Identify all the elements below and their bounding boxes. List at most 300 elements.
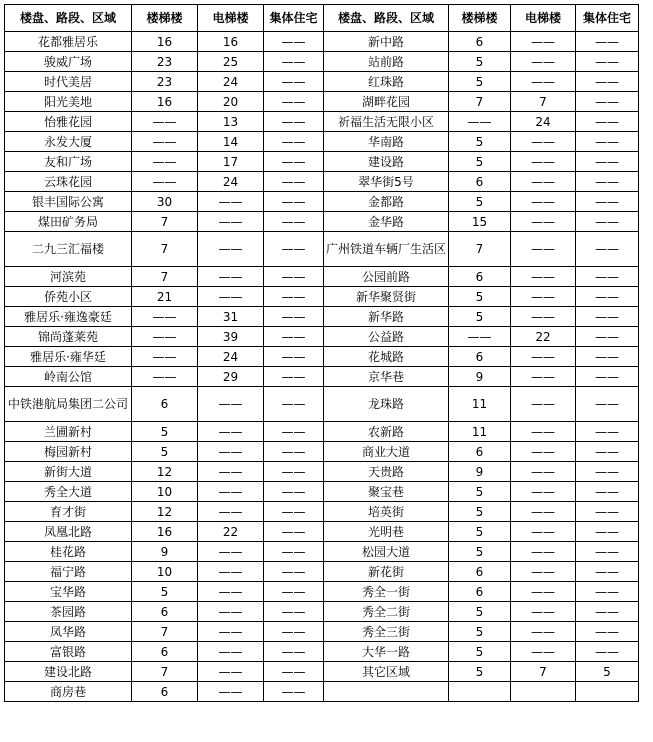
cell-area-right: 新花街 <box>324 562 449 582</box>
table-row <box>5 622 639 642</box>
header-stair-right: 楼梯楼 <box>449 5 511 32</box>
cell-area-right: 新中路 <box>324 32 449 52</box>
cell-stair-left: 7 <box>132 662 198 682</box>
table-row <box>5 212 639 232</box>
cell-area-right: 祈福生活无限小区 <box>324 112 449 132</box>
cell-stair-left: —— <box>132 172 198 192</box>
cell-area-right: 秀全一街 <box>324 582 449 602</box>
cell-stair-right: 6 <box>449 347 511 367</box>
cell-elevator-left: —— <box>198 622 264 642</box>
cell-collective-left: —— <box>264 622 324 642</box>
cell-collective-left: —— <box>264 92 324 112</box>
cell-elevator-right: —— <box>511 542 576 562</box>
cell-collective-left: —— <box>264 347 324 367</box>
table-row <box>5 327 639 347</box>
cell-stair-left: 12 <box>132 462 198 482</box>
cell-elevator-right: —— <box>511 132 576 152</box>
cell-stair-right: 6 <box>449 32 511 52</box>
cell-stair-left: 6 <box>132 602 198 622</box>
header-collective-left: 集体住宅 <box>264 5 324 32</box>
cell-stair-left: 6 <box>132 682 198 702</box>
cell-elevator-right: 7 <box>511 92 576 112</box>
cell-stair-left: 6 <box>132 387 198 422</box>
cell-area-right: 松园大道 <box>324 542 449 562</box>
cell-elevator-right: —— <box>511 232 576 267</box>
header-row <box>5 5 639 32</box>
cell-stair-left: 9 <box>132 542 198 562</box>
cell-area-left: 怡雅花园 <box>5 112 132 132</box>
cell-area-left: 花都雅居乐 <box>5 32 132 52</box>
cell-elevator-right: —— <box>511 622 576 642</box>
cell-area-right: 秀全二街 <box>324 602 449 622</box>
table-body <box>5 32 639 702</box>
table-row <box>5 522 639 542</box>
cell-area-left: 茶园路 <box>5 602 132 622</box>
cell-collective-left: —— <box>264 112 324 132</box>
cell-collective-left: —— <box>264 72 324 92</box>
table-row <box>5 152 639 172</box>
cell-stair-right: 5 <box>449 72 511 92</box>
header-collective-right: 集体住宅 <box>576 5 639 32</box>
cell-elevator-left: —— <box>198 462 264 482</box>
cell-collective-left: —— <box>264 367 324 387</box>
cell-collective-left: —— <box>264 482 324 502</box>
cell-stair-left: —— <box>132 367 198 387</box>
cell-stair-right: 6 <box>449 442 511 462</box>
table-row <box>5 462 639 482</box>
cell-elevator-right: —— <box>511 307 576 327</box>
cell-area-left: 雅居乐·雍华廷 <box>5 347 132 367</box>
cell-elevator-right: —— <box>511 502 576 522</box>
cell-collective-right: —— <box>576 347 639 367</box>
cell-stair-right: 9 <box>449 462 511 482</box>
cell-area-right: 培英街 <box>324 502 449 522</box>
cell-collective-right: —— <box>576 132 639 152</box>
cell-area-left: 银丰国际公寓 <box>5 192 132 212</box>
cell-elevator-left: —— <box>198 287 264 307</box>
cell-area-left: 富银路 <box>5 642 132 662</box>
cell-elevator-right: —— <box>511 287 576 307</box>
cell-area-left: 雅居乐·雍逸豪廷 <box>5 307 132 327</box>
cell-elevator-left: —— <box>198 502 264 522</box>
cell-elevator-right: —— <box>511 642 576 662</box>
cell-collective-left: —— <box>264 502 324 522</box>
cell-elevator-left: 20 <box>198 92 264 112</box>
cell-elevator-left: 39 <box>198 327 264 347</box>
table-row <box>5 542 639 562</box>
cell-stair-left: —— <box>132 152 198 172</box>
header-area-left: 楼盘、路段、区域 <box>5 5 132 32</box>
cell-elevator-right: —— <box>511 522 576 542</box>
table-row <box>5 132 639 152</box>
cell-area-right: 天贵路 <box>324 462 449 482</box>
cell-stair-left: —— <box>132 112 198 132</box>
cell-stair-right: 5 <box>449 662 511 682</box>
cell-collective-right: —— <box>576 112 639 132</box>
cell-area-right: 翠华街5号 <box>324 172 449 192</box>
cell-elevator-right: —— <box>511 562 576 582</box>
cell-area-right: 其它区域 <box>324 662 449 682</box>
cell-stair-right: —— <box>449 112 511 132</box>
cell-elevator-left: —— <box>198 642 264 662</box>
cell-elevator-right: —— <box>511 52 576 72</box>
table-row <box>5 642 639 662</box>
table-row <box>5 267 639 287</box>
cell-elevator-right: —— <box>511 462 576 482</box>
cell-elevator-left: 17 <box>198 152 264 172</box>
cell-elevator-left: —— <box>198 482 264 502</box>
cell-area-right: 公园前路 <box>324 267 449 287</box>
table-row <box>5 52 639 72</box>
cell-collective-left: —— <box>264 387 324 422</box>
cell-elevator-left: —— <box>198 212 264 232</box>
table-row <box>5 232 639 267</box>
cell-area-left: 新街大道 <box>5 462 132 482</box>
cell-area-left: 建设北路 <box>5 662 132 682</box>
cell-collective-left: —— <box>264 327 324 347</box>
cell-elevator-left: —— <box>198 542 264 562</box>
cell-collective-left: —— <box>264 287 324 307</box>
cell-stair-right: —— <box>449 327 511 347</box>
cell-stair-right: 5 <box>449 622 511 642</box>
cell-elevator-right: —— <box>511 72 576 92</box>
cell-stair-right: 11 <box>449 387 511 422</box>
table-row <box>5 562 639 582</box>
cell-elevator-right: —— <box>511 347 576 367</box>
cell-collective-right: —— <box>576 542 639 562</box>
cell-area-left: 宝华路 <box>5 582 132 602</box>
cell-stair-right: 11 <box>449 422 511 442</box>
housing-table <box>4 4 639 702</box>
cell-elevator-left: —— <box>198 662 264 682</box>
cell-stair-left: 7 <box>132 622 198 642</box>
cell-stair-right <box>449 682 511 702</box>
cell-stair-left: 30 <box>132 192 198 212</box>
cell-collective-right: —— <box>576 622 639 642</box>
cell-area-left: 桂花路 <box>5 542 132 562</box>
cell-elevator-right: —— <box>511 582 576 602</box>
cell-collective-left: —— <box>264 52 324 72</box>
table-row <box>5 347 639 367</box>
cell-collective-right: —— <box>576 367 639 387</box>
cell-stair-right: 7 <box>449 232 511 267</box>
cell-collective-right: —— <box>576 387 639 422</box>
table-row <box>5 72 639 92</box>
cell-collective-right: —— <box>576 52 639 72</box>
cell-area-right: 聚宝巷 <box>324 482 449 502</box>
cell-area-left: 兰圃新村 <box>5 422 132 442</box>
cell-area-left: 中铁港航局集团二公司 <box>5 387 132 422</box>
cell-collective-right: 5 <box>576 662 639 682</box>
cell-collective-right: —— <box>576 267 639 287</box>
cell-area-left: 福宁路 <box>5 562 132 582</box>
cell-collective-left: —— <box>264 212 324 232</box>
cell-elevator-left: —— <box>198 192 264 212</box>
cell-stair-right: 5 <box>449 192 511 212</box>
cell-collective-right: —— <box>576 602 639 622</box>
cell-elevator-right: —— <box>511 192 576 212</box>
cell-area-left: 云珠花园 <box>5 172 132 192</box>
cell-collective-left: —— <box>264 582 324 602</box>
cell-collective-right: —— <box>576 172 639 192</box>
cell-collective-right: —— <box>576 192 639 212</box>
cell-stair-left: —— <box>132 132 198 152</box>
cell-elevator-left: 13 <box>198 112 264 132</box>
cell-stair-right: 5 <box>449 52 511 72</box>
cell-area-right: 建设路 <box>324 152 449 172</box>
cell-collective-left: —— <box>264 522 324 542</box>
cell-elevator-left: —— <box>198 602 264 622</box>
cell-stair-left: 23 <box>132 52 198 72</box>
cell-stair-right: 5 <box>449 502 511 522</box>
cell-elevator-left: 24 <box>198 72 264 92</box>
housing-table-wrapper <box>4 4 639 702</box>
cell-elevator-left: —— <box>198 562 264 582</box>
cell-area-left: 秀全大道 <box>5 482 132 502</box>
cell-stair-right: 5 <box>449 287 511 307</box>
cell-collective-left: —— <box>264 602 324 622</box>
table-row <box>5 602 639 622</box>
cell-elevator-right: —— <box>511 442 576 462</box>
table-row <box>5 482 639 502</box>
cell-stair-left: 12 <box>132 502 198 522</box>
cell-area-right: 站前路 <box>324 52 449 72</box>
header-stair-left: 楼梯楼 <box>132 5 198 32</box>
cell-area-left: 锦尚蓬莱苑 <box>5 327 132 347</box>
cell-area-right: 龙珠路 <box>324 387 449 422</box>
cell-collective-right: —— <box>576 562 639 582</box>
cell-stair-right: 5 <box>449 602 511 622</box>
cell-elevator-left: 31 <box>198 307 264 327</box>
cell-area-right: 公益路 <box>324 327 449 347</box>
header-elevator-right: 电梯楼 <box>511 5 576 32</box>
cell-area-left: 时代美居 <box>5 72 132 92</box>
cell-area-right: 新华路 <box>324 307 449 327</box>
cell-area-left: 阳光美地 <box>5 92 132 112</box>
cell-stair-right: 5 <box>449 542 511 562</box>
cell-elevator-right: —— <box>511 212 576 232</box>
cell-stair-left: 6 <box>132 642 198 662</box>
cell-area-left: 骏威广场 <box>5 52 132 72</box>
table-row <box>5 172 639 192</box>
cell-stair-right: 6 <box>449 172 511 192</box>
cell-area-right: 广州铁道车辆厂生活区 <box>324 232 449 267</box>
cell-collective-left: —— <box>264 462 324 482</box>
cell-elevator-left: —— <box>198 682 264 702</box>
table-row <box>5 32 639 52</box>
table-row <box>5 422 639 442</box>
cell-stair-right: 15 <box>449 212 511 232</box>
cell-stair-left: 10 <box>132 562 198 582</box>
cell-collective-right: —— <box>576 522 639 542</box>
cell-area-left: 河滨苑 <box>5 267 132 287</box>
cell-area-right: 湖畔花园 <box>324 92 449 112</box>
cell-elevator-right: —— <box>511 482 576 502</box>
cell-stair-left: 21 <box>132 287 198 307</box>
cell-elevator-left: —— <box>198 582 264 602</box>
table-row <box>5 367 639 387</box>
cell-elevator-left: 16 <box>198 32 264 52</box>
cell-collective-right: —— <box>576 582 639 602</box>
cell-collective-left: —— <box>264 562 324 582</box>
cell-elevator-right: —— <box>511 267 576 287</box>
cell-stair-left: 7 <box>132 267 198 287</box>
cell-collective-left: —— <box>264 542 324 562</box>
cell-collective-left: —— <box>264 662 324 682</box>
cell-elevator-left: —— <box>198 267 264 287</box>
cell-elevator-right: 7 <box>511 662 576 682</box>
cell-collective-left: —— <box>264 172 324 192</box>
cell-elevator-left: 25 <box>198 52 264 72</box>
cell-stair-left: 7 <box>132 212 198 232</box>
cell-collective-left: —— <box>264 267 324 287</box>
cell-elevator-right: —— <box>511 387 576 422</box>
cell-elevator-left: —— <box>198 387 264 422</box>
table-row <box>5 287 639 307</box>
cell-collective-left: —— <box>264 682 324 702</box>
cell-area-left: 凤凰北路 <box>5 522 132 542</box>
cell-collective-right <box>576 682 639 702</box>
cell-collective-left: —— <box>264 642 324 662</box>
cell-area-right: 农新路 <box>324 422 449 442</box>
cell-elevator-left: 29 <box>198 367 264 387</box>
cell-elevator-left: 24 <box>198 347 264 367</box>
cell-elevator-left: 14 <box>198 132 264 152</box>
cell-area-left: 友和广场 <box>5 152 132 172</box>
cell-area-left: 梅园新村 <box>5 442 132 462</box>
table-row <box>5 502 639 522</box>
cell-elevator-right <box>511 682 576 702</box>
cell-stair-right: 6 <box>449 582 511 602</box>
cell-stair-right: 5 <box>449 132 511 152</box>
cell-elevator-right: 22 <box>511 327 576 347</box>
cell-area-left: 永发大厦 <box>5 132 132 152</box>
table-row <box>5 662 639 682</box>
cell-collective-right: —— <box>576 307 639 327</box>
cell-stair-right: 6 <box>449 562 511 582</box>
header-elevator-left: 电梯楼 <box>198 5 264 32</box>
cell-area-left: 二九三汇福楼 <box>5 232 132 267</box>
cell-area-right: 光明巷 <box>324 522 449 542</box>
cell-stair-left: 10 <box>132 482 198 502</box>
cell-area-right: 秀全三街 <box>324 622 449 642</box>
cell-area-right: 金华路 <box>324 212 449 232</box>
cell-collective-right: —— <box>576 482 639 502</box>
cell-collective-right: —— <box>576 442 639 462</box>
cell-collective-right: —— <box>576 152 639 172</box>
cell-collective-left: —— <box>264 307 324 327</box>
cell-collective-right: —— <box>576 642 639 662</box>
cell-collective-left: —— <box>264 152 324 172</box>
cell-collective-left: —— <box>264 192 324 212</box>
cell-area-right: 红珠路 <box>324 72 449 92</box>
cell-collective-right: —— <box>576 422 639 442</box>
cell-collective-right: —— <box>576 92 639 112</box>
cell-stair-right: 5 <box>449 642 511 662</box>
cell-stair-left: —— <box>132 347 198 367</box>
cell-collective-right: —— <box>576 212 639 232</box>
table-row <box>5 112 639 132</box>
table-row <box>5 387 639 422</box>
cell-collective-right: —— <box>576 462 639 482</box>
cell-collective-left: —— <box>264 32 324 52</box>
cell-collective-left: —— <box>264 442 324 462</box>
cell-stair-left: —— <box>132 307 198 327</box>
cell-stair-right: 7 <box>449 92 511 112</box>
cell-collective-left: —— <box>264 232 324 267</box>
cell-stair-left: 23 <box>132 72 198 92</box>
cell-stair-left: 16 <box>132 92 198 112</box>
cell-area-left: 岭南公馆 <box>5 367 132 387</box>
cell-area-right <box>324 682 449 702</box>
cell-stair-right: 9 <box>449 367 511 387</box>
cell-stair-left: 16 <box>132 32 198 52</box>
cell-area-right: 京华巷 <box>324 367 449 387</box>
table-row <box>5 307 639 327</box>
table-row <box>5 92 639 112</box>
header-area-right: 楼盘、路段、区域 <box>324 5 449 32</box>
cell-area-left: 煤田矿务局 <box>5 212 132 232</box>
cell-area-left: 凤华路 <box>5 622 132 642</box>
cell-stair-right: 6 <box>449 267 511 287</box>
cell-elevator-left: 22 <box>198 522 264 542</box>
cell-collective-right: —— <box>576 32 639 52</box>
cell-stair-right: 5 <box>449 522 511 542</box>
cell-stair-left: 16 <box>132 522 198 542</box>
cell-collective-left: —— <box>264 132 324 152</box>
cell-collective-right: —— <box>576 232 639 267</box>
table-row <box>5 582 639 602</box>
cell-area-right: 新华聚贤街 <box>324 287 449 307</box>
cell-elevator-left: —— <box>198 422 264 442</box>
cell-stair-left: 5 <box>132 442 198 462</box>
table-row <box>5 682 639 702</box>
cell-elevator-right: —— <box>511 602 576 622</box>
cell-stair-left: 5 <box>132 422 198 442</box>
cell-collective-left: —— <box>264 422 324 442</box>
cell-area-left: 商房巷 <box>5 682 132 702</box>
cell-elevator-right: —— <box>511 422 576 442</box>
cell-stair-right: 5 <box>449 307 511 327</box>
cell-area-right: 花城路 <box>324 347 449 367</box>
cell-area-left: 侨苑小区 <box>5 287 132 307</box>
cell-elevator-left: —— <box>198 232 264 267</box>
cell-area-left: 育才街 <box>5 502 132 522</box>
cell-area-right: 商业大道 <box>324 442 449 462</box>
cell-stair-left: 7 <box>132 232 198 267</box>
cell-elevator-right: —— <box>511 152 576 172</box>
cell-collective-right: —— <box>576 502 639 522</box>
cell-area-right: 华南路 <box>324 132 449 152</box>
cell-elevator-left: 24 <box>198 172 264 192</box>
cell-collective-right: —— <box>576 72 639 92</box>
cell-area-right: 金都路 <box>324 192 449 212</box>
cell-collective-right: —— <box>576 327 639 347</box>
cell-elevator-right: —— <box>511 32 576 52</box>
cell-elevator-right: —— <box>511 367 576 387</box>
table-row <box>5 442 639 462</box>
cell-stair-right: 5 <box>449 482 511 502</box>
cell-stair-right: 5 <box>449 152 511 172</box>
cell-stair-left: 5 <box>132 582 198 602</box>
cell-area-right: 大华一路 <box>324 642 449 662</box>
cell-stair-left: —— <box>132 327 198 347</box>
cell-collective-right: —— <box>576 287 639 307</box>
cell-elevator-left: —— <box>198 442 264 462</box>
cell-elevator-right: 24 <box>511 112 576 132</box>
cell-elevator-right: —— <box>511 172 576 192</box>
table-row <box>5 192 639 212</box>
